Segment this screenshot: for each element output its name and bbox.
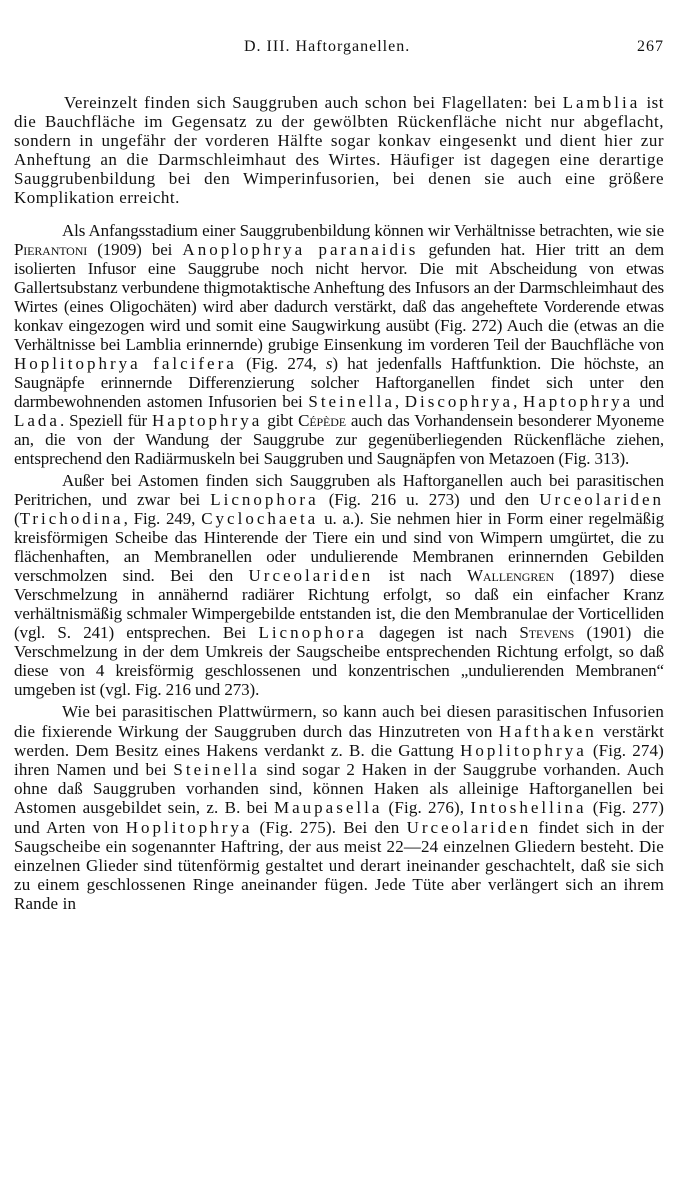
spaced-term: Maupasella [274, 798, 383, 818]
paragraph [14, 94, 664, 207]
spaced-term: Licnophora [258, 623, 367, 643]
spaced-term: Haptophrya [152, 411, 263, 431]
text-run: u. a.). Sie nehmen hier in Form einer regelmäßig kreisförmigen Scheibe das Hinterende der Tiere ein und sind von Wimpern umgürtet, die zu flächenhaften, an Membranellen oder undulierende Membranen erinnernden Gebilden verschmolzen sind. Bei den [14, 509, 665, 586]
text-run: (1901) die Verschmelzung in der dem Umkreis der Saugscheibe entsprechenden Richtung erfolgt, so daß diese von 4 kreisförmig geschlossenen und konzentrischen „undulierenden Membranen“ umgeben ist (vgl. Fig. 216 und 273). [14, 623, 664, 700]
text-run: (Fig. 274) ihren Namen und bei [14, 740, 664, 780]
spaced-term: Hoplitophrya [460, 740, 587, 760]
text-run: ist nach [373, 566, 467, 586]
author-name: Cépède [298, 411, 346, 431]
spaced-term: Lada [14, 411, 60, 431]
paragraph [14, 702, 664, 913]
text-run: (1909) bei [87, 240, 183, 260]
spaced-term: Discophrya [404, 392, 514, 412]
running-head-title: D. III. Haftorganellen. [244, 38, 411, 55]
text-run: (Fig. 276), [382, 798, 471, 818]
text-run: . Speziell für [59, 411, 153, 431]
spaced-term: Urceolariden [539, 490, 664, 510]
text-run: und [633, 392, 665, 412]
spaced-term: Licnophora [210, 490, 319, 510]
text-run: ( [14, 509, 20, 529]
text-run: , [513, 392, 523, 412]
text-run: Wie bei parasitischen Plattwürmern, so kann auch bei diesen parasitischen Infusorien die fixierende Wirkung der Sauggruben durch das Hinzutreten von [14, 702, 664, 741]
italic-label: s [325, 354, 333, 374]
spaced-term: Urceolariden [406, 817, 532, 837]
spaced-term: Haptophrya [522, 392, 634, 412]
text-run: gibt [262, 411, 299, 431]
text-run: (Fig. 216 u. 273) und den [318, 490, 540, 510]
spaced-term: Hoplitophrya [125, 817, 253, 837]
paragraph [14, 471, 664, 699]
text-run: verstärkt werden. Dem Besitz eines Hakens verdankt z. B. die Gattung [14, 721, 664, 760]
text-run: auch das Vorhandensein besonderer Myoneme an, die von der Wandung der Sauggrube zur gegenüberliegenden Rückenfläche ziehen, entsprechend den Radiärmuskeln bei Sauggruben und Saugnäpfen von Metazoen (Fig. 313). [14, 411, 665, 469]
text-run: Außer bei Astomen finden sich Sauggruben als Haftorganellen auch bei parasitischen Peritrichen, und zwar bei [14, 471, 664, 510]
running-head [14, 38, 664, 66]
text-run: (1897) diese Verschmelzung in annähernd radiärer Richtung erfolgt, so daß ein einfacher Kranz verhältnismäßig schmaler Wimpergebilde entstanden ist, die den Membranulae der Vorticelliden (vgl. S. 241) entsprechen. Bei [14, 566, 665, 643]
author-name: Stevens [519, 623, 575, 643]
text-run: ist die Bauchfläche im Gegensatz zu der gewölbten Rückenfläche nicht nur abgeflacht, sondern in ungefähr der vorderen Hälfte sogar konkav eingesenkt und dient hier zur Anheftung an die Darmschleimhaut des Wirtes. Häufiger ist dagegen eine derartige Sauggrubenbildung bei den Wimperinfusorien, bei denen sie auch eine größere Komplikation erreicht. [14, 93, 665, 207]
text-run: sind sogar 2 Haken in der Sauggrube vorhanden. Auch ohne daß Sauggruben vorhanden sind, können Haken als alleinige Haftorganellen bei Astomen ausgebildet sein, z. B. bei [14, 760, 664, 818]
text-run: ) hat jedenfalls Haftfunktion. Die höchste, an Saugnäpfe erinnernde Differenzierung solcher Haftorganellen findet sich unter den darmbewohnenden astomen Infusorien bei [14, 354, 664, 412]
text-run: findet sich in der Saugscheibe ein sogenannter Haftring, der aus meist 22—24 einzelnen Gliedern besteht. Die einzelnen Glieder sind tütenförmig gestaltet und derart ineinander geschachtelt, daß sie sich zu einem geschlossenen Ringe aneinander fügen. Jede Tüte aber verlängert sich an ihrem Rande in [14, 817, 664, 914]
text-run: Als Anfangsstadium einer Sauggrubenbildung können wir Verhältnisse betrachten, wie sie [62, 221, 664, 241]
text-run: gefunden hat. Hier tritt an dem isolierten Infusor eine Sauggrube noch nicht hervor. Die mit Abscheidung von etwas Gallertsubstanz verbundene thigmotaktische Anheftung des Infusors an der Darmschleimhaut des Wirtes (eines Oligochäten) wird aber dadurch verstärkt, daß das angeheftete Vorderende etwas konkav eingezogen wird und somit eine Saugwirkung ausübt (Fig. 272) Auch die (etwas an die Verhältnisse bei Lamblia erinnernde) grubige Einsenkung im vorderen Teil der Bauchfläche von [14, 240, 664, 355]
spaced-term: Trichodina [19, 509, 124, 529]
body-text [14, 94, 664, 914]
text-run: dagegen ist nach [366, 623, 520, 643]
text-run: Vereinzelt finden sich Sauggruben auch schon bei Flagellaten: bei [64, 93, 563, 112]
author-name: Wallengren [466, 566, 555, 586]
text-run: (Fig. 275). Bei den [252, 817, 407, 837]
paragraph [14, 221, 664, 468]
spaced-term: Anoplophrya paranaidis [182, 240, 419, 260]
spaced-term: Intoshellina [470, 798, 587, 818]
spaced-term: Hafthaken [498, 721, 597, 741]
spaced-term: Urceolariden [248, 566, 374, 586]
spaced-term: Steinella [173, 760, 260, 780]
text-run: , Fig. 249, [123, 509, 202, 529]
text-run: , [394, 392, 405, 412]
author-name: Pierantoni [14, 240, 88, 260]
spaced-term: Lamblia [562, 93, 641, 112]
page-number: 267 [637, 38, 664, 55]
spaced-term: Hoplitophrya falcifera [14, 354, 237, 374]
text-run: (Fig. 274, [236, 354, 326, 374]
spaced-term: Cyclochaeta [201, 509, 319, 529]
text-run: (Fig. 277) und Arten von [14, 798, 665, 837]
spaced-term: Steinella [308, 392, 395, 412]
